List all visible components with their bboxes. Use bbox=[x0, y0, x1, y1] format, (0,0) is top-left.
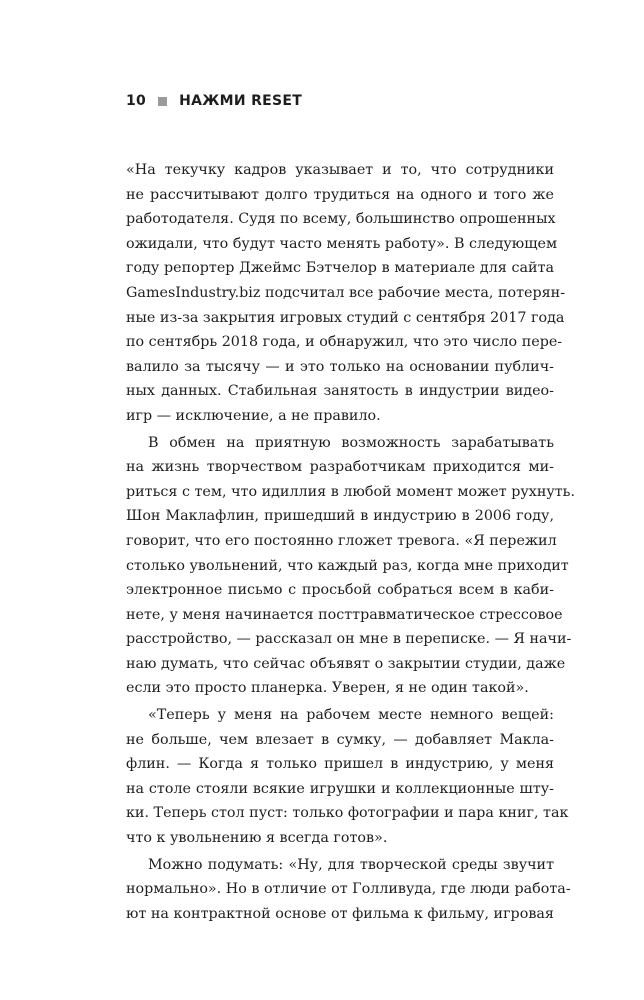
text-line: игр — исключение, а не правило. bbox=[126, 407, 381, 424]
running-head bbox=[126, 90, 302, 112]
text-line: работодателя. Судя по всему, большинство опрошенных bbox=[126, 211, 556, 228]
text-line: Шон Маклафлин, пришедший в индустрию в 2006 году, bbox=[126, 508, 554, 525]
paragraph bbox=[126, 703, 569, 851]
body-text bbox=[126, 158, 576, 926]
text-line: флин. — Когда я только пришел в индустрию, у меня bbox=[126, 756, 554, 773]
text-line: говорит, что его постоянно гложет тревога. «Я пережил bbox=[126, 532, 557, 549]
text-line: если это просто планерка. Уверен, я не один такой». bbox=[126, 680, 529, 697]
text-line: на столе стояли всякие игрушки и коллекционные шту- bbox=[126, 780, 554, 797]
text-line: ные из-за закрытия игровых студий с сентября 2017 года bbox=[126, 309, 565, 326]
text-line: электронное письмо с просьбой собраться всем в каби- bbox=[126, 582, 554, 599]
text-line: нете, у меня начинается посттравматическое стрессовое bbox=[126, 606, 563, 623]
text-line: ожидали, что будут часто менять работу». В следующем bbox=[126, 235, 558, 252]
text-line: не рассчитывают долго трудиться на одного и того же bbox=[126, 186, 554, 203]
text-line: «На текучку кадров указывает и то, что сотрудники bbox=[126, 162, 554, 178]
text-line: на жизнь творчеством разработчикам приходится ми- bbox=[126, 459, 554, 476]
text-line: «Теперь у меня на рабочем месте немного вещей: bbox=[148, 707, 554, 724]
text-line: риться с тем, что идиллия в любой момент может рухнуть. bbox=[126, 483, 576, 500]
text-line: нормально». Но в отличие от Голливуда, где люди работа- bbox=[126, 881, 571, 898]
book-title: НАЖМИ RESET bbox=[179, 93, 303, 109]
text-line: ют на контрактной основе от фильма к фильму, игровая bbox=[126, 905, 554, 922]
text-line: GamesIndustry.biz подсчитал все рабочие места, потерян- bbox=[126, 284, 566, 301]
paragraph bbox=[126, 158, 566, 429]
text-line: Можно подумать: «Ну, для творческой среды звучит bbox=[148, 856, 554, 873]
text-line: ки. Теперь стол пуст: только фотографии и пара книг, так bbox=[126, 805, 569, 822]
text-line: наю думать, что сейчас объявят о закрытии студии, даже bbox=[126, 655, 566, 672]
text-line: что к увольнению я всегда готов». bbox=[126, 830, 388, 847]
text-line: ных данных. Стабильная занятость в индустрии видео- bbox=[126, 383, 554, 400]
text-line: году репортер Джеймс Бэтчелор в материале для сайта bbox=[126, 260, 554, 277]
paragraph bbox=[126, 853, 571, 927]
text-line: расстройство, — рассказал он мне в переписке. — Я начи- bbox=[126, 631, 572, 648]
page-number: 10 bbox=[126, 93, 147, 109]
text-line: столько увольнений, что каждый раз, когда мне приходит bbox=[126, 557, 569, 574]
text-line: валило за тысячу — и это только на основании публич- bbox=[126, 358, 554, 375]
text-line: не больше, чем влезает в сумку, — добавляет Макла- bbox=[126, 731, 554, 748]
text-line: по сентябрь 2018 года, и обнаружил, что это число пере- bbox=[126, 334, 563, 351]
paragraph bbox=[126, 431, 576, 702]
text-line: В обмен на приятную возможность зарабатывать bbox=[148, 434, 554, 451]
square-bullet-icon bbox=[158, 97, 167, 106]
